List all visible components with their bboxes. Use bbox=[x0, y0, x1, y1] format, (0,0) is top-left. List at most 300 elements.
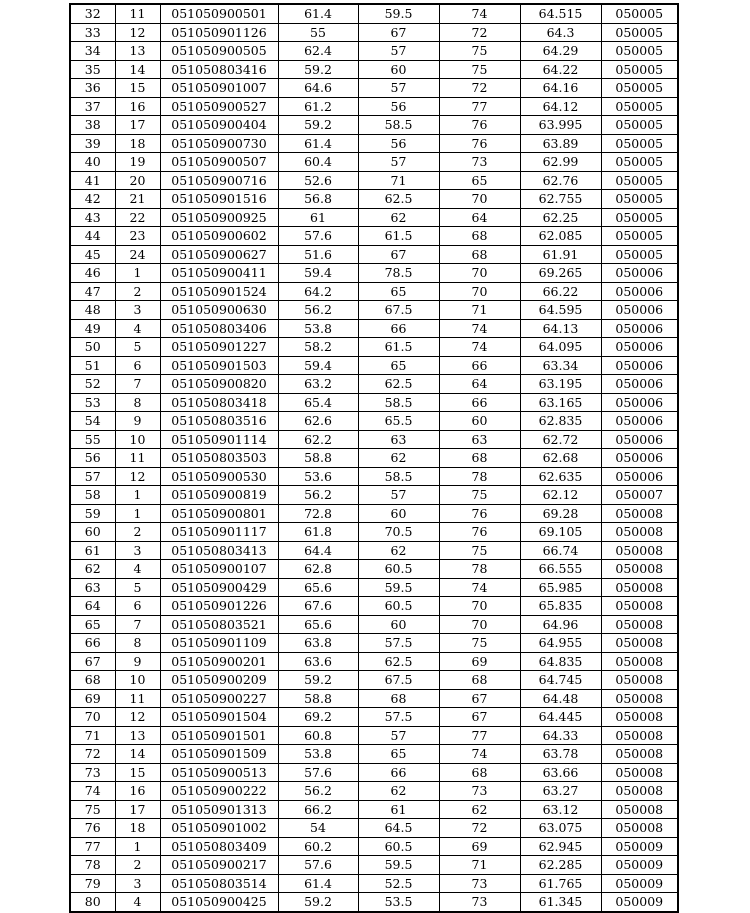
position-code-cell: 050006 bbox=[601, 282, 678, 301]
position-code-cell: 050005 bbox=[601, 134, 678, 153]
score-a-cell: 61.2 bbox=[278, 97, 358, 116]
score-b-cell: 58.5 bbox=[358, 393, 439, 412]
total-score-cell: 64.095 bbox=[520, 338, 601, 357]
exam-id-cell: 051050803406 bbox=[160, 319, 278, 338]
total-score-cell: 63.34 bbox=[520, 356, 601, 375]
table-row bbox=[70, 97, 678, 116]
score-b-cell: 57 bbox=[358, 486, 439, 505]
score-b-cell: 60.5 bbox=[358, 597, 439, 616]
position-code-cell: 050006 bbox=[601, 449, 678, 468]
score-table-body bbox=[70, 4, 678, 912]
exam-id-cell: 051050901313 bbox=[160, 800, 278, 819]
total-score-cell: 64.48 bbox=[520, 689, 601, 708]
table-row bbox=[70, 486, 678, 505]
score-b-cell: 62 bbox=[358, 208, 439, 227]
score-c-cell: 73 bbox=[439, 153, 520, 172]
exam-id-cell: 051050900501 bbox=[160, 4, 278, 23]
exam-id-cell: 051050901114 bbox=[160, 430, 278, 449]
score-a-cell: 61.8 bbox=[278, 523, 358, 542]
score-a-cell: 65.6 bbox=[278, 615, 358, 634]
score-a-cell: 61.4 bbox=[278, 874, 358, 893]
score-c-cell: 76 bbox=[439, 523, 520, 542]
serial-number-cell: 62 bbox=[70, 560, 115, 579]
group-rank-cell: 2 bbox=[115, 523, 160, 542]
group-rank-cell: 7 bbox=[115, 615, 160, 634]
score-a-cell: 61.4 bbox=[278, 134, 358, 153]
total-score-cell: 69.265 bbox=[520, 264, 601, 283]
serial-number-cell: 70 bbox=[70, 708, 115, 727]
position-code-cell: 050006 bbox=[601, 319, 678, 338]
group-rank-cell: 16 bbox=[115, 782, 160, 801]
serial-number-cell: 57 bbox=[70, 467, 115, 486]
position-code-cell: 050006 bbox=[601, 375, 678, 394]
total-score-cell: 64.515 bbox=[520, 4, 601, 23]
score-c-cell: 74 bbox=[439, 578, 520, 597]
exam-id-cell: 051050803503 bbox=[160, 449, 278, 468]
score-a-cell: 59.2 bbox=[278, 116, 358, 135]
table-row bbox=[70, 615, 678, 634]
exam-id-cell: 051050900630 bbox=[160, 301, 278, 320]
total-score-cell: 66.74 bbox=[520, 541, 601, 560]
position-code-cell: 050008 bbox=[601, 615, 678, 634]
score-a-cell: 57.6 bbox=[278, 227, 358, 246]
exam-id-cell: 051050901227 bbox=[160, 338, 278, 357]
table-row bbox=[70, 4, 678, 23]
table-row bbox=[70, 264, 678, 283]
score-a-cell: 69.2 bbox=[278, 708, 358, 727]
group-rank-cell: 14 bbox=[115, 745, 160, 764]
exam-id-cell: 051050901007 bbox=[160, 79, 278, 98]
exam-id-cell: 051050901226 bbox=[160, 597, 278, 616]
total-score-cell: 63.12 bbox=[520, 800, 601, 819]
exam-id-cell: 051050901504 bbox=[160, 708, 278, 727]
score-c-cell: 64 bbox=[439, 208, 520, 227]
score-c-cell: 62 bbox=[439, 800, 520, 819]
exam-id-cell: 051050901501 bbox=[160, 726, 278, 745]
table-row bbox=[70, 356, 678, 375]
score-c-cell: 71 bbox=[439, 856, 520, 875]
group-rank-cell: 14 bbox=[115, 60, 160, 79]
table-row bbox=[70, 60, 678, 79]
score-c-cell: 70 bbox=[439, 597, 520, 616]
score-c-cell: 76 bbox=[439, 134, 520, 153]
position-code-cell: 050008 bbox=[601, 782, 678, 801]
table-row bbox=[70, 208, 678, 227]
total-score-cell: 66.22 bbox=[520, 282, 601, 301]
score-b-cell: 61.5 bbox=[358, 338, 439, 357]
exam-id-cell: 051050900730 bbox=[160, 134, 278, 153]
serial-number-cell: 53 bbox=[70, 393, 115, 412]
exam-id-cell: 051050803409 bbox=[160, 837, 278, 856]
table-row bbox=[70, 541, 678, 560]
serial-number-cell: 45 bbox=[70, 245, 115, 264]
exam-id-cell: 051050900411 bbox=[160, 264, 278, 283]
exam-id-cell: 051050900107 bbox=[160, 560, 278, 579]
score-c-cell: 70 bbox=[439, 615, 520, 634]
score-a-cell: 63.6 bbox=[278, 652, 358, 671]
position-code-cell: 050006 bbox=[601, 430, 678, 449]
score-b-cell: 59.5 bbox=[358, 578, 439, 597]
position-code-cell: 050006 bbox=[601, 301, 678, 320]
table-row bbox=[70, 467, 678, 486]
table-row bbox=[70, 652, 678, 671]
group-rank-cell: 4 bbox=[115, 319, 160, 338]
total-score-cell: 65.985 bbox=[520, 578, 601, 597]
serial-number-cell: 36 bbox=[70, 79, 115, 98]
total-score-cell: 63.075 bbox=[520, 819, 601, 838]
exam-id-cell: 051050901524 bbox=[160, 282, 278, 301]
score-c-cell: 75 bbox=[439, 60, 520, 79]
exam-id-cell: 051050900425 bbox=[160, 893, 278, 912]
serial-number-cell: 49 bbox=[70, 319, 115, 338]
table-row bbox=[70, 430, 678, 449]
group-rank-cell: 23 bbox=[115, 227, 160, 246]
score-a-cell: 52.6 bbox=[278, 171, 358, 190]
total-score-cell: 64.96 bbox=[520, 615, 601, 634]
serial-number-cell: 77 bbox=[70, 837, 115, 856]
group-rank-cell: 18 bbox=[115, 819, 160, 838]
position-code-cell: 050005 bbox=[601, 79, 678, 98]
exam-id-cell: 051050900925 bbox=[160, 208, 278, 227]
total-score-cell: 64.13 bbox=[520, 319, 601, 338]
group-rank-cell: 3 bbox=[115, 874, 160, 893]
score-c-cell: 75 bbox=[439, 486, 520, 505]
total-score-cell: 63.27 bbox=[520, 782, 601, 801]
score-a-cell: 57.6 bbox=[278, 763, 358, 782]
score-a-cell: 59.2 bbox=[278, 60, 358, 79]
position-code-cell: 050006 bbox=[601, 412, 678, 431]
group-rank-cell: 3 bbox=[115, 301, 160, 320]
total-score-cell: 61.765 bbox=[520, 874, 601, 893]
position-code-cell: 050009 bbox=[601, 837, 678, 856]
exam-id-cell: 051050900602 bbox=[160, 227, 278, 246]
table-row bbox=[70, 560, 678, 579]
position-code-cell: 050005 bbox=[601, 60, 678, 79]
group-rank-cell: 5 bbox=[115, 578, 160, 597]
table-row bbox=[70, 375, 678, 394]
position-code-cell: 050008 bbox=[601, 652, 678, 671]
table-row bbox=[70, 301, 678, 320]
total-score-cell: 62.12 bbox=[520, 486, 601, 505]
exam-id-cell: 051050901516 bbox=[160, 190, 278, 209]
total-score-cell: 63.66 bbox=[520, 763, 601, 782]
table-row bbox=[70, 23, 678, 42]
exam-id-cell: 051050803521 bbox=[160, 615, 278, 634]
total-score-cell: 64.16 bbox=[520, 79, 601, 98]
serial-number-cell: 32 bbox=[70, 4, 115, 23]
group-rank-cell: 18 bbox=[115, 134, 160, 153]
position-code-cell: 050008 bbox=[601, 523, 678, 542]
serial-number-cell: 37 bbox=[70, 97, 115, 116]
serial-number-cell: 71 bbox=[70, 726, 115, 745]
table-row bbox=[70, 134, 678, 153]
score-a-cell: 58.8 bbox=[278, 689, 358, 708]
exam-id-cell: 051050900505 bbox=[160, 42, 278, 61]
table-row bbox=[70, 745, 678, 764]
score-c-cell: 68 bbox=[439, 227, 520, 246]
exam-id-cell: 051050900527 bbox=[160, 97, 278, 116]
serial-number-cell: 42 bbox=[70, 190, 115, 209]
score-c-cell: 68 bbox=[439, 449, 520, 468]
score-b-cell: 57 bbox=[358, 42, 439, 61]
score-b-cell: 62 bbox=[358, 782, 439, 801]
group-rank-cell: 11 bbox=[115, 689, 160, 708]
exam-id-cell: 051050803416 bbox=[160, 60, 278, 79]
table-row bbox=[70, 42, 678, 61]
table-row bbox=[70, 116, 678, 135]
group-rank-cell: 8 bbox=[115, 634, 160, 653]
score-c-cell: 65 bbox=[439, 171, 520, 190]
exam-id-cell: 051050803514 bbox=[160, 874, 278, 893]
exam-id-cell: 051050900820 bbox=[160, 375, 278, 394]
group-rank-cell: 20 bbox=[115, 171, 160, 190]
total-score-cell: 64.445 bbox=[520, 708, 601, 727]
table-row bbox=[70, 893, 678, 912]
score-c-cell: 68 bbox=[439, 763, 520, 782]
position-code-cell: 050005 bbox=[601, 116, 678, 135]
score-a-cell: 56.8 bbox=[278, 190, 358, 209]
score-a-cell: 56.2 bbox=[278, 782, 358, 801]
serial-number-cell: 48 bbox=[70, 301, 115, 320]
total-score-cell: 69.105 bbox=[520, 523, 601, 542]
exam-id-cell: 051050900507 bbox=[160, 153, 278, 172]
exam-id-cell: 051050901126 bbox=[160, 23, 278, 42]
score-c-cell: 70 bbox=[439, 282, 520, 301]
position-code-cell: 050008 bbox=[601, 745, 678, 764]
score-c-cell: 66 bbox=[439, 356, 520, 375]
group-rank-cell: 12 bbox=[115, 23, 160, 42]
position-code-cell: 050006 bbox=[601, 356, 678, 375]
group-rank-cell: 4 bbox=[115, 560, 160, 579]
score-b-cell: 56 bbox=[358, 97, 439, 116]
score-b-cell: 62 bbox=[358, 449, 439, 468]
table-row bbox=[70, 671, 678, 690]
position-code-cell: 050008 bbox=[601, 634, 678, 653]
total-score-cell: 64.33 bbox=[520, 726, 601, 745]
table-row bbox=[70, 393, 678, 412]
score-a-cell: 67.6 bbox=[278, 597, 358, 616]
position-code-cell: 050006 bbox=[601, 467, 678, 486]
position-code-cell: 050005 bbox=[601, 4, 678, 23]
score-a-cell: 56.2 bbox=[278, 301, 358, 320]
position-code-cell: 050006 bbox=[601, 264, 678, 283]
group-rank-cell: 10 bbox=[115, 430, 160, 449]
score-b-cell: 60 bbox=[358, 60, 439, 79]
score-a-cell: 60.8 bbox=[278, 726, 358, 745]
position-code-cell: 050008 bbox=[601, 504, 678, 523]
serial-number-cell: 44 bbox=[70, 227, 115, 246]
score-c-cell: 75 bbox=[439, 634, 520, 653]
total-score-cell: 64.595 bbox=[520, 301, 601, 320]
score-b-cell: 62 bbox=[358, 541, 439, 560]
exam-id-cell: 051050900627 bbox=[160, 245, 278, 264]
exam-id-cell: 051050901503 bbox=[160, 356, 278, 375]
score-c-cell: 72 bbox=[439, 23, 520, 42]
exam-id-cell: 051050900217 bbox=[160, 856, 278, 875]
score-a-cell: 58.8 bbox=[278, 449, 358, 468]
serial-number-cell: 75 bbox=[70, 800, 115, 819]
score-b-cell: 65 bbox=[358, 282, 439, 301]
score-c-cell: 75 bbox=[439, 541, 520, 560]
table-row bbox=[70, 449, 678, 468]
position-code-cell: 050005 bbox=[601, 97, 678, 116]
group-rank-cell: 21 bbox=[115, 190, 160, 209]
total-score-cell: 66.555 bbox=[520, 560, 601, 579]
score-a-cell: 61 bbox=[278, 208, 358, 227]
score-b-cell: 71 bbox=[358, 171, 439, 190]
group-rank-cell: 10 bbox=[115, 671, 160, 690]
serial-number-cell: 38 bbox=[70, 116, 115, 135]
table-row bbox=[70, 837, 678, 856]
score-a-cell: 51.6 bbox=[278, 245, 358, 264]
exam-id-cell: 051050803413 bbox=[160, 541, 278, 560]
score-b-cell: 62.5 bbox=[358, 190, 439, 209]
total-score-cell: 63.195 bbox=[520, 375, 601, 394]
score-b-cell: 58.5 bbox=[358, 116, 439, 135]
position-code-cell: 050008 bbox=[601, 708, 678, 727]
score-b-cell: 59.5 bbox=[358, 4, 439, 23]
score-c-cell: 68 bbox=[439, 245, 520, 264]
serial-number-cell: 67 bbox=[70, 652, 115, 671]
position-code-cell: 050005 bbox=[601, 153, 678, 172]
exam-id-cell: 051050900716 bbox=[160, 171, 278, 190]
group-rank-cell: 15 bbox=[115, 763, 160, 782]
position-code-cell: 050005 bbox=[601, 245, 678, 264]
score-c-cell: 67 bbox=[439, 689, 520, 708]
score-c-cell: 70 bbox=[439, 264, 520, 283]
score-a-cell: 60.2 bbox=[278, 837, 358, 856]
score-b-cell: 60 bbox=[358, 615, 439, 634]
score-c-cell: 77 bbox=[439, 726, 520, 745]
table-row bbox=[70, 523, 678, 542]
score-a-cell: 64.4 bbox=[278, 541, 358, 560]
position-code-cell: 050007 bbox=[601, 486, 678, 505]
group-rank-cell: 5 bbox=[115, 338, 160, 357]
total-score-cell: 62.68 bbox=[520, 449, 601, 468]
score-b-cell: 66 bbox=[358, 763, 439, 782]
total-score-cell: 69.28 bbox=[520, 504, 601, 523]
score-a-cell: 53.8 bbox=[278, 745, 358, 764]
group-rank-cell: 16 bbox=[115, 97, 160, 116]
exam-id-cell: 051050901002 bbox=[160, 819, 278, 838]
group-rank-cell: 9 bbox=[115, 652, 160, 671]
table-row bbox=[70, 763, 678, 782]
serial-number-cell: 58 bbox=[70, 486, 115, 505]
score-b-cell: 70.5 bbox=[358, 523, 439, 542]
score-b-cell: 57.5 bbox=[358, 708, 439, 727]
score-b-cell: 67 bbox=[358, 23, 439, 42]
table-row bbox=[70, 819, 678, 838]
score-b-cell: 62.5 bbox=[358, 652, 439, 671]
total-score-cell: 63.89 bbox=[520, 134, 601, 153]
group-rank-cell: 22 bbox=[115, 208, 160, 227]
table-row bbox=[70, 227, 678, 246]
serial-number-cell: 54 bbox=[70, 412, 115, 431]
table-row bbox=[70, 689, 678, 708]
score-c-cell: 68 bbox=[439, 671, 520, 690]
total-score-cell: 65.835 bbox=[520, 597, 601, 616]
score-b-cell: 57 bbox=[358, 726, 439, 745]
serial-number-cell: 76 bbox=[70, 819, 115, 838]
group-rank-cell: 2 bbox=[115, 282, 160, 301]
total-score-cell: 64.835 bbox=[520, 652, 601, 671]
serial-number-cell: 52 bbox=[70, 375, 115, 394]
group-rank-cell: 13 bbox=[115, 726, 160, 745]
table-row bbox=[70, 504, 678, 523]
group-rank-cell: 12 bbox=[115, 467, 160, 486]
score-b-cell: 62.5 bbox=[358, 375, 439, 394]
total-score-cell: 64.955 bbox=[520, 634, 601, 653]
total-score-cell: 64.22 bbox=[520, 60, 601, 79]
score-b-cell: 61 bbox=[358, 800, 439, 819]
position-code-cell: 050006 bbox=[601, 393, 678, 412]
score-a-cell: 54 bbox=[278, 819, 358, 838]
exam-id-cell: 051050901117 bbox=[160, 523, 278, 542]
group-rank-cell: 19 bbox=[115, 153, 160, 172]
exam-id-cell: 051050900209 bbox=[160, 671, 278, 690]
table-row bbox=[70, 338, 678, 357]
score-c-cell: 73 bbox=[439, 874, 520, 893]
score-c-cell: 74 bbox=[439, 319, 520, 338]
score-a-cell: 59.4 bbox=[278, 264, 358, 283]
score-b-cell: 65.5 bbox=[358, 412, 439, 431]
total-score-cell: 61.345 bbox=[520, 893, 601, 912]
score-a-cell: 57.6 bbox=[278, 856, 358, 875]
table-row bbox=[70, 708, 678, 727]
score-a-cell: 62.8 bbox=[278, 560, 358, 579]
score-c-cell: 63 bbox=[439, 430, 520, 449]
score-a-cell: 59.2 bbox=[278, 671, 358, 690]
position-code-cell: 050008 bbox=[601, 671, 678, 690]
position-code-cell: 050008 bbox=[601, 763, 678, 782]
position-code-cell: 050009 bbox=[601, 893, 678, 912]
total-score-cell: 62.835 bbox=[520, 412, 601, 431]
score-c-cell: 74 bbox=[439, 4, 520, 23]
group-rank-cell: 2 bbox=[115, 856, 160, 875]
position-code-cell: 050005 bbox=[601, 227, 678, 246]
serial-number-cell: 66 bbox=[70, 634, 115, 653]
position-code-cell: 050008 bbox=[601, 541, 678, 560]
group-rank-cell: 24 bbox=[115, 245, 160, 264]
score-c-cell: 75 bbox=[439, 42, 520, 61]
serial-number-cell: 41 bbox=[70, 171, 115, 190]
group-rank-cell: 7 bbox=[115, 375, 160, 394]
score-c-cell: 73 bbox=[439, 893, 520, 912]
score-b-cell: 57.5 bbox=[358, 634, 439, 653]
position-code-cell: 050009 bbox=[601, 874, 678, 893]
total-score-cell: 64.3 bbox=[520, 23, 601, 42]
exam-id-cell: 051050901109 bbox=[160, 634, 278, 653]
position-code-cell: 050005 bbox=[601, 171, 678, 190]
score-c-cell: 78 bbox=[439, 560, 520, 579]
score-a-cell: 62.6 bbox=[278, 412, 358, 431]
position-code-cell: 050005 bbox=[601, 42, 678, 61]
serial-number-cell: 56 bbox=[70, 449, 115, 468]
group-rank-cell: 1 bbox=[115, 264, 160, 283]
position-code-cell: 050009 bbox=[601, 856, 678, 875]
serial-number-cell: 33 bbox=[70, 23, 115, 42]
group-rank-cell: 11 bbox=[115, 4, 160, 23]
group-rank-cell: 9 bbox=[115, 412, 160, 431]
table-row bbox=[70, 319, 678, 338]
group-rank-cell: 1 bbox=[115, 837, 160, 856]
score-b-cell: 61.5 bbox=[358, 227, 439, 246]
score-a-cell: 62.4 bbox=[278, 42, 358, 61]
exam-id-cell: 051050900404 bbox=[160, 116, 278, 135]
score-b-cell: 67.5 bbox=[358, 671, 439, 690]
score-b-cell: 56 bbox=[358, 134, 439, 153]
score-a-cell: 53.8 bbox=[278, 319, 358, 338]
